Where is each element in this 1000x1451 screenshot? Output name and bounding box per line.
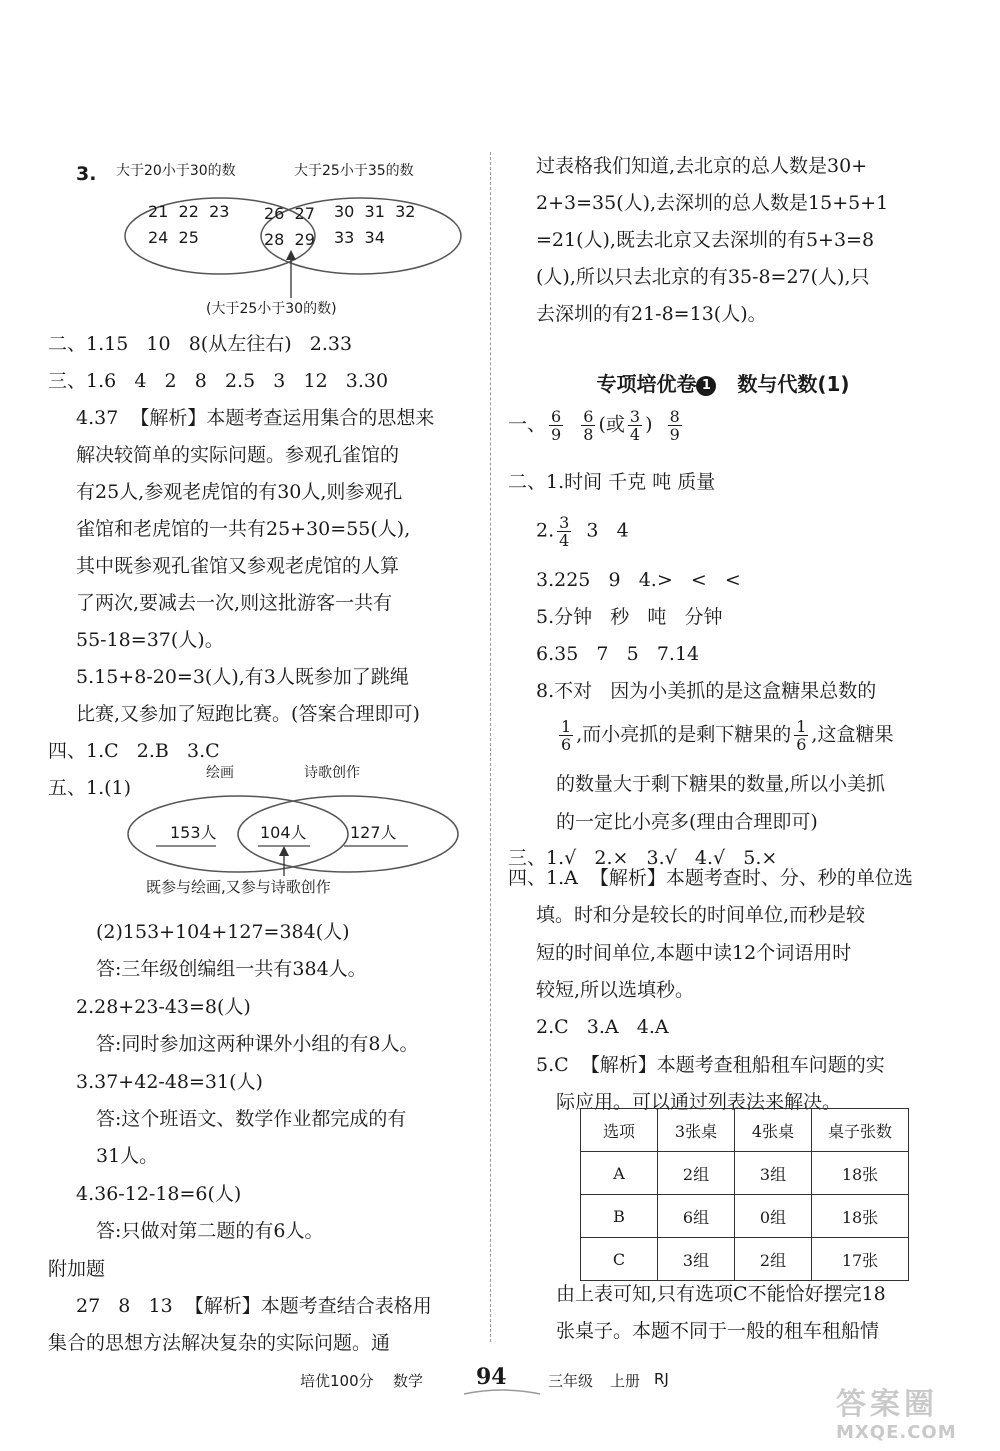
venn-mid-row2: 28 29 xyxy=(264,230,315,249)
q1-alt-text: (或 xyxy=(598,413,625,436)
answer-line: (人),所以只去北京的有35-8=27(人),只 xyxy=(536,266,870,288)
heading-subtitle: 数与代数(1) xyxy=(737,372,850,396)
fraction-numerator: 1 xyxy=(796,717,807,736)
q1-fractions xyxy=(508,408,685,443)
options-table xyxy=(580,1108,909,1281)
q2-2-fraction-line xyxy=(536,514,629,549)
fraction-numerator: 6 xyxy=(551,407,562,426)
column-divider xyxy=(490,152,491,1342)
fraction-denominator: 8 xyxy=(583,425,594,444)
answer-line: 的数量大于剩下糖果的数量,所以小美抓 xyxy=(556,773,886,795)
heading-badge-number: 1 xyxy=(696,376,716,396)
watermark-url: MXQE.COM xyxy=(836,1422,957,1443)
footer-subject: 数学 xyxy=(393,1372,424,1390)
venn2-label-right: 诗歌创作 xyxy=(304,765,360,781)
answer-line: 三、1.6 4 2 8 2.5 3 12 3.30 xyxy=(48,370,389,392)
answer-line: 过表格我们知道,去北京的总人数是30+ xyxy=(536,155,868,177)
venn-right-row1: 30 31 32 xyxy=(334,202,416,221)
table-row xyxy=(581,1238,909,1281)
answer-line: 3.225 9 4.> < < xyxy=(536,569,741,591)
answer-line: 去深圳的有21-8=13(人)。 xyxy=(536,303,767,325)
answer-line: 2.28+23-43=8(人) xyxy=(76,995,251,1018)
answer-line: 了两次,要减去一次,则这批游客一共有 xyxy=(76,592,393,614)
answer-line: 张桌子。本题不同于一般的租车租船情 xyxy=(556,1320,880,1342)
answer-line: 集合的思想方法解决复杂的实际问题。通 xyxy=(48,1332,391,1355)
table-cell: 17张 xyxy=(812,1238,909,1281)
answer-line: 三、1.√ 2.× 3.√ 4.√ 5.× xyxy=(508,847,778,869)
fraction-denominator: 4 xyxy=(629,425,641,444)
fraction xyxy=(549,408,563,443)
fraction xyxy=(557,514,571,549)
answer-line: 四、1.A 【解析】本题考查时、分、秒的单位选 xyxy=(508,867,913,889)
heading-title: 专项培优卷 xyxy=(596,372,697,396)
fraction-denominator: 6 xyxy=(796,735,807,754)
answer-line: 五、1.(1) xyxy=(48,777,132,799)
table-cell: 3张桌 xyxy=(658,1109,735,1152)
answer-line: 答:只做对第二题的有6人。 xyxy=(96,1220,324,1243)
q2-2-prefix: 2. xyxy=(536,519,555,542)
answer-line: 际应用。可以通过列表法来解决。 xyxy=(556,1090,842,1113)
table-cell: 3组 xyxy=(658,1238,735,1281)
q2-8-fraction-line xyxy=(556,718,893,753)
answer-line: 4.36-12-18=6(人) xyxy=(76,1182,242,1205)
answer-line: 二、1.时间 千克 吨 质量 xyxy=(508,471,716,493)
answer-line: 的一定比小亮多(理由合理即可) xyxy=(556,811,818,833)
venn2-label-left: 绘画 xyxy=(206,765,234,781)
venn2-caption: 既参与绘画,又参与诗歌创作 xyxy=(146,878,331,896)
answer-line: 由上表可知,只有选项C不能恰好摆完18 xyxy=(556,1283,886,1305)
venn2-left-value: 153人 xyxy=(170,823,217,842)
answer-line: 其中既参观孔雀馆又参观老虎馆的人算 xyxy=(76,555,400,577)
answer-line: 答:三年级创编组一共有384人。 xyxy=(96,958,367,981)
answer-line: 3.37+42-48=31(人) xyxy=(76,1070,263,1093)
answer-line: 5.15+8-20=3(人),有3人既参加了跳绳 xyxy=(76,666,409,688)
answer-line: 8.不对 因为小美抓的是这盒糖果总数的 xyxy=(536,680,877,702)
venn-label-right: 大于25小于35的数 xyxy=(294,163,414,179)
answer-line: 二、1.15 10 8(从左往右) 2.33 xyxy=(48,333,353,355)
table-cell: 4张桌 xyxy=(735,1109,812,1152)
swoosh-decoration xyxy=(462,1388,542,1398)
answer-line: (2)153+104+127=384(人) xyxy=(96,921,350,943)
fraction-numerator: 1 xyxy=(561,717,572,736)
fraction xyxy=(668,408,682,443)
answer-line: 填。时和分是较长的时间单位,而秒是较 xyxy=(536,904,866,927)
venn-diagram-2 xyxy=(48,760,478,910)
fraction-numerator: 8 xyxy=(669,407,680,426)
answer-line: 短的时间单位,本题中读12个词语用时 xyxy=(536,941,852,964)
answer-line: 四、1.C 2.B 3.C xyxy=(48,740,220,762)
q1-prefix: 一、 xyxy=(508,413,547,436)
table-cell: 桌子张数 xyxy=(812,1109,909,1152)
q2-8-mid: ,而小亮抓的是剩下糖果的 xyxy=(576,723,792,746)
answer-line: 比赛,又参加了短跑比赛。(答案合理即可) xyxy=(76,703,420,725)
table-cell: C xyxy=(581,1238,658,1281)
q1-close: ) xyxy=(645,413,653,436)
table-cell: 2组 xyxy=(658,1152,735,1195)
table-cell: 6组 xyxy=(658,1195,735,1238)
answer-line: 5.C 【解析】本题考查租船租车问题的实 xyxy=(536,1053,885,1076)
table-row xyxy=(581,1152,909,1195)
venn-label-left: 大于20小于30的数 xyxy=(116,163,236,179)
table-cell: 选项 xyxy=(581,1109,658,1152)
fraction-numerator: 6 xyxy=(583,407,594,426)
fraction-denominator: 6 xyxy=(561,735,572,754)
venn-right-row2: 33 34 xyxy=(334,228,385,247)
fraction-denominator: 4 xyxy=(559,531,570,550)
page-number: 94 xyxy=(476,1364,507,1390)
answer-line: 有25人,参观老虎馆的有30人,则参观孔 xyxy=(76,481,403,503)
venn2-mid-value: 104人 xyxy=(260,823,307,842)
table-header-row xyxy=(581,1109,909,1152)
fraction xyxy=(581,408,595,443)
venn2-right-value: 127人 xyxy=(350,823,397,842)
q2-8-rest: ,这盒糖果 xyxy=(811,723,894,746)
fraction-numerator: 3 xyxy=(559,513,570,532)
footer-term: 上册 xyxy=(610,1372,641,1390)
fraction xyxy=(794,718,808,753)
table-cell: 18张 xyxy=(812,1152,909,1195)
answer-line: 5.分钟 秒 吨 分钟 xyxy=(536,606,723,628)
q2-2-rest: 3 4 xyxy=(574,519,629,542)
venn-caption: (大于25小于30的数) xyxy=(206,301,337,317)
answer-line: 4.37 【解析】本题考查运用集合的思想来 xyxy=(76,407,435,429)
answer-line: =21(人),既去北京又去深圳的有5+3=8 xyxy=(536,229,875,251)
venn-left-row1: 21 22 23 xyxy=(148,202,230,221)
question-number: 3. xyxy=(76,163,97,185)
answer-line: 雀馆和老虎馆的一共有25+30=55(人), xyxy=(76,518,411,540)
answer-line: 6.35 7 5 7.14 xyxy=(536,643,700,665)
watermark-logo xyxy=(836,1388,986,1448)
footer-grade: 三年级 xyxy=(548,1372,594,1390)
footer-edition: RJ xyxy=(654,1370,669,1388)
section-heading xyxy=(508,368,938,397)
answer-line: 2+3=35(人),去深圳的总人数是15+5+1 xyxy=(536,192,889,214)
answer-line: 较短,所以选填秒。 xyxy=(536,978,695,1001)
venn-diagram-numbers xyxy=(48,148,478,328)
venn-left-row2: 24 25 xyxy=(148,228,199,247)
answer-line: 27 8 13 【解析】本题考查结合表格用 xyxy=(76,1295,432,1317)
table-cell: B xyxy=(581,1195,658,1238)
table-cell: A xyxy=(581,1152,658,1195)
answer-line: 31人。 xyxy=(96,1145,159,1168)
table-cell: 2组 xyxy=(735,1238,812,1281)
table-row xyxy=(581,1195,909,1238)
table-cell: 3组 xyxy=(735,1152,812,1195)
watermark-title: 答案圈 xyxy=(836,1387,938,1422)
answer-line: 55-18=37(人)。 xyxy=(76,629,224,651)
fraction xyxy=(559,718,573,753)
venn-mid-row1: 26 27 xyxy=(264,204,315,223)
answer-line: 2.C 3.A 4.A xyxy=(536,1016,669,1039)
table-cell: 0组 xyxy=(735,1195,812,1238)
fraction-denominator: 9 xyxy=(551,425,562,444)
fraction-denominator: 9 xyxy=(669,425,680,444)
table-cell: 18张 xyxy=(812,1195,909,1238)
answer-line: 答:同时参加这两种课外小组的有8人。 xyxy=(96,1033,419,1056)
answer-line: 答:这个班语文、数学作业都完成的有 xyxy=(96,1108,407,1130)
fraction-numerator: 3 xyxy=(629,407,641,426)
fraction xyxy=(628,408,642,443)
answer-line: 附加题 xyxy=(48,1257,106,1280)
answer-line: 解决较简单的实际问题。参观孔雀馆的 xyxy=(76,444,400,466)
footer-book-title: 培优100分 xyxy=(300,1372,374,1390)
